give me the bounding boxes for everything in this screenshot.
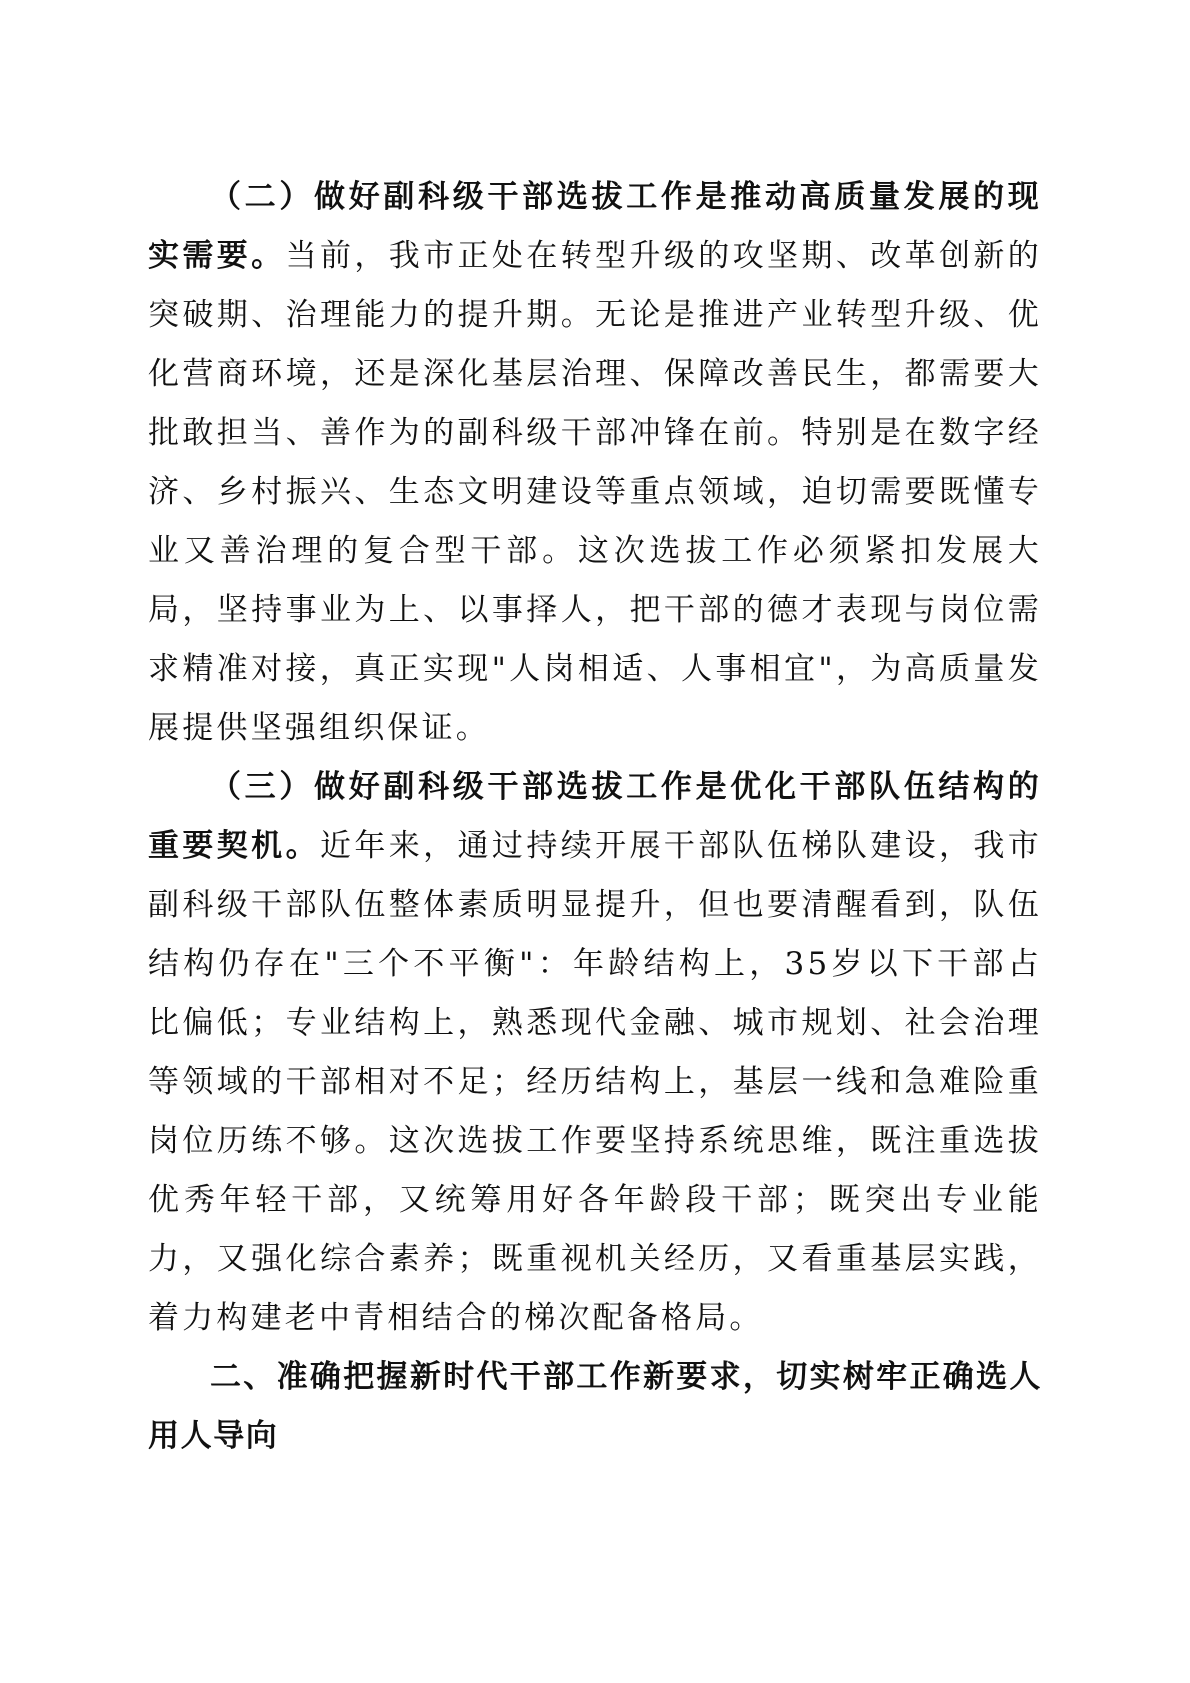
paragraph-2-lead: （二）做好副科级干部选拔工作是推动高质量发展的现实需要。 xyxy=(148,179,1042,274)
section-heading: 二、准确把握新时代干部工作新要求，切实树牢正确选人用人导向 xyxy=(148,1359,1042,1454)
paragraph-2-body: 当前，我市正处在转型升级的攻坚期、改革创新的突破期、治理能力的提升期。无论是推进产业转型升级、优化营商环境，还是深化基层治理、保障改善民生，都需要大批敢担当、善作为的副科级干部冲锋在前。特别是在数字经济、乡村振兴、生态文明建设等重点领域，迫切需要既懂专业又善治理的复合型干部。这次选拔工作必须紧扣发展大局，坚持事业为上、以事择人，把干部的德才表现与岗位需求精准对接，真正实现"人岗相适、人事相宜"，为高质量发展提供坚强组织保证。 xyxy=(148,238,1042,746)
paragraph-2 xyxy=(148,168,1042,758)
paragraph-3 xyxy=(148,758,1042,1348)
paragraph-3-body: 近年来，通过持续开展干部队伍梯队建设，我市副科级干部队伍整体素质明显提升，但也要清醒看到，队伍结构仍存在"三个不平衡"：年龄结构上，35岁以下干部占比偏低；专业结构上，熟悉现代金融、城市规划、社会治理等领域的干部相对不足；经历结构上，基层一线和急难险重岗位历练不够。这次选拔工作要坚持系统思维，既注重选拔优秀年轻干部，又统筹用好各年龄段干部；既突出专业能力，又强化综合素养；既重视机关经历，又看重基层实践，着力构建老中青相结合的梯次配备格局。 xyxy=(148,828,1043,1336)
paragraph-3-lead: （三）做好副科级干部选拔工作是优化干部队伍结构的重要契机。 xyxy=(148,769,1042,864)
document-page xyxy=(148,168,1042,1466)
